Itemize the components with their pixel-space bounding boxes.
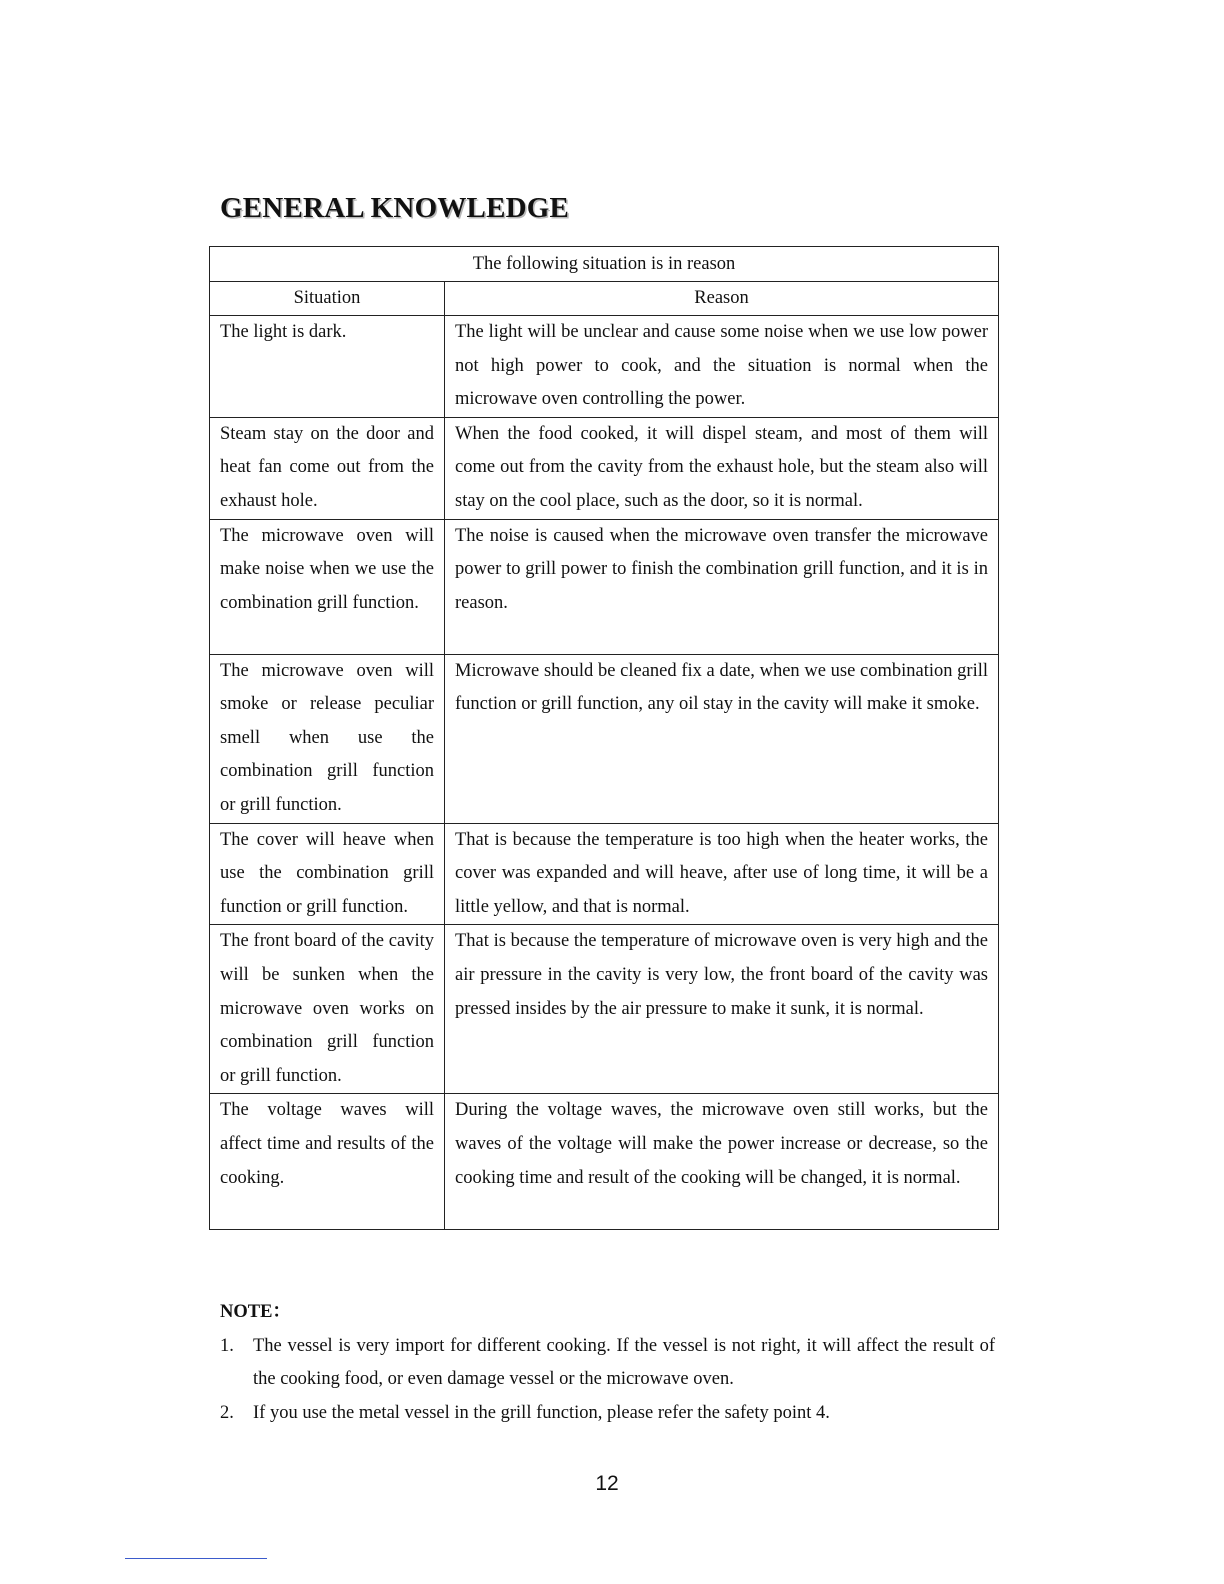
reason-cell: That is because the temperature is too high when the heater works, the cover was expanded and will heave, after use of long time, it will be a little yellow, and that is normal.: [445, 823, 999, 925]
table-row: [210, 417, 999, 519]
table-row: [210, 1094, 999, 1230]
note-item: [220, 1330, 995, 1397]
note-item-text: If you use the metal vessel in the grill function, please refer the safety point 4.: [253, 1402, 830, 1423]
note-section: [220, 1296, 995, 1430]
reason-cell: That is because the temperature of microwave oven is very high and the air pressure in the cavity is very low, the front board of the cavity was pressed insides by the air pressure to make it sunk, it is normal.: [445, 925, 999, 1094]
reason-cell: The light will be unclear and cause some noise when we use low power not high power to cook, and the situation is normal when the microwave oven controlling the power.: [445, 316, 999, 418]
table-row: [210, 519, 999, 654]
situation-cell: The voltage waves will affect time and results of the cooking.: [210, 1094, 445, 1230]
situation-cell: Steam stay on the door and heat fan come out from the exhaust hole.: [210, 417, 445, 519]
page-title: GENERAL KNOWLEDGE: [220, 192, 570, 224]
table-row: [210, 316, 999, 418]
page-number: 12: [595, 1472, 619, 1495]
situation-cell: The cover will heave when use the combination grill function or grill function.: [210, 823, 445, 925]
general-knowledge-table: [209, 246, 999, 1230]
table-caption-row: [210, 247, 999, 282]
table-row: [210, 654, 999, 823]
table-row: [210, 823, 999, 925]
note-list: [220, 1330, 995, 1431]
reason-cell: During the voltage waves, the microwave oven still works, but the waves of the voltage will make the power increase or decrease, so the cooking time and result of the cooking will be changed, it is normal.: [445, 1094, 999, 1230]
table-caption: The following situation is in reason: [210, 247, 999, 282]
reason-cell: The noise is caused when the microwave oven transfer the microwave power to grill power to finish the combination grill function, and it is in reason.: [445, 519, 999, 654]
column-header-situation: Situation: [210, 282, 445, 316]
reason-cell: Microwave should be cleaned fix a date, when we use combination grill function or grill function, any oil stay in the cavity will make it smoke.: [445, 654, 999, 823]
note-heading: NOTE：: [220, 1302, 291, 1322]
situation-cell: The microwave oven will smoke or release peculiar smell when use the combination grill function or grill function.: [210, 654, 445, 823]
reason-cell: When the food cooked, it will dispel steam, and most of them will come out from the cavity from the exhaust hole, but the steam also will stay on the cool place, such as the door, so it is normal.: [445, 417, 999, 519]
note-item: [220, 1397, 995, 1431]
column-header-reason: Reason: [445, 282, 999, 316]
table-header-row: [210, 282, 999, 316]
situation-cell: The front board of the cavity will be sunken when the microwave oven works on combination grill function or grill function.: [210, 925, 445, 1094]
note-item-number: 2.: [220, 1402, 234, 1423]
note-item-text: The vessel is very import for different cooking. If the vessel is not right, it will affect the result of the cooking food, or even damage vessel or the microwave oven.: [253, 1335, 995, 1390]
situation-cell: The light is dark.: [210, 316, 445, 418]
note-item-number: 1.: [220, 1335, 234, 1356]
footnote-separator-line: [125, 1558, 267, 1559]
table-row: [210, 925, 999, 1094]
situation-cell: The microwave oven will make noise when we use the combination grill function.: [210, 519, 445, 654]
